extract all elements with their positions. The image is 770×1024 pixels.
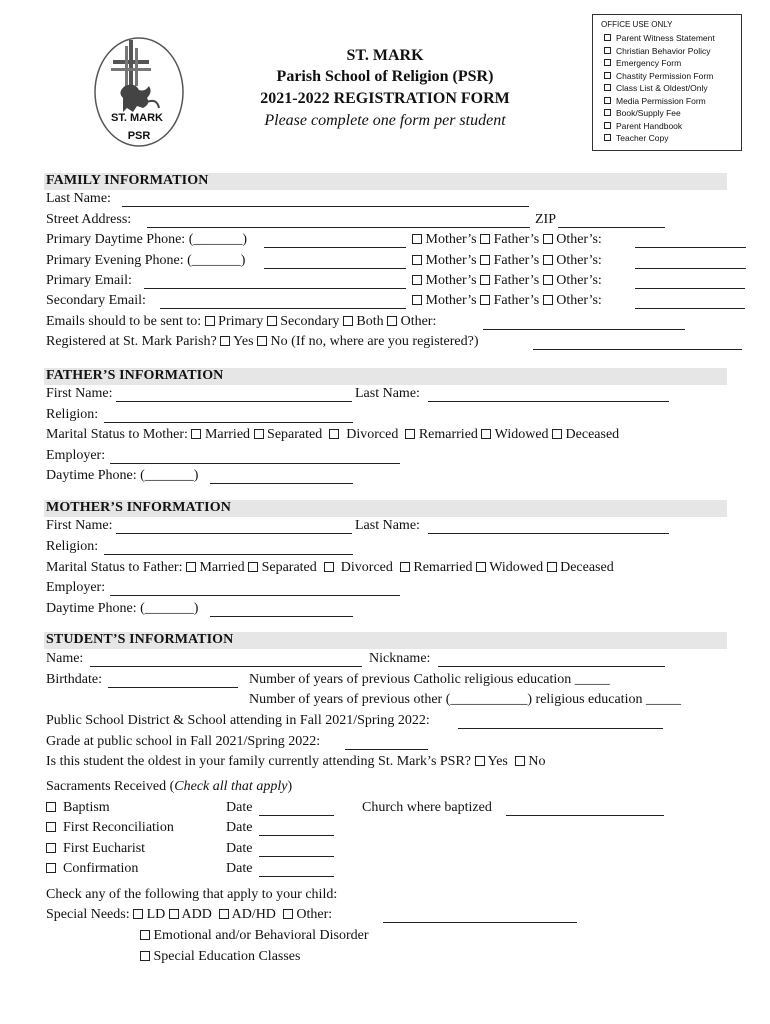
mother-employer-field[interactable] xyxy=(110,595,400,596)
checkbox[interactable] xyxy=(543,255,553,265)
last-name-label: Last Name: xyxy=(46,191,111,206)
father-religion-field[interactable] xyxy=(104,422,353,423)
mother-last-field[interactable] xyxy=(428,533,669,534)
checkbox[interactable] xyxy=(480,295,490,305)
student-section-title: STUDENT’S INFORMATION xyxy=(46,632,234,647)
checkbox[interactable] xyxy=(552,429,562,439)
last-name-field[interactable] xyxy=(122,206,529,207)
logo-text-st-mark: ST. MARK xyxy=(111,112,163,124)
primary-email-other-field[interactable] xyxy=(635,288,745,289)
special-needs-row: Special Needs: LD ADD AD/HD Other: xyxy=(46,907,333,922)
checkbox[interactable] xyxy=(191,429,201,439)
checkbox[interactable] xyxy=(412,275,422,285)
grade-label: Grade at public school in Fall 2021/Spring 2022: xyxy=(46,734,321,749)
birthdate-field[interactable] xyxy=(108,687,238,688)
emails-sent-row: Emails should to be sent to: Primary Secondary Both Other: xyxy=(46,314,437,329)
mother-last-label: Last Name: xyxy=(355,518,420,533)
program-name: Parish School of Religion (PSR) xyxy=(276,68,494,85)
eve-phone-other-field[interactable] xyxy=(635,268,746,269)
father-first-field[interactable] xyxy=(116,401,352,402)
checkbox[interactable] xyxy=(412,295,422,305)
mother-religion-field[interactable] xyxy=(104,554,353,555)
checkbox[interactable] xyxy=(412,255,422,265)
checkbox[interactable] xyxy=(604,122,611,129)
father-section-title: FATHER’S INFORMATION xyxy=(46,368,224,383)
mother-section-title: MOTHER’S INFORMATION xyxy=(46,500,231,515)
emotional-option[interactable]: Emotional and/or Behavioral Disorder xyxy=(140,928,369,944)
checkbox[interactable] xyxy=(604,34,611,41)
checkbox[interactable] xyxy=(267,316,277,326)
mother-phone-field[interactable] xyxy=(210,616,353,617)
checkbox[interactable] xyxy=(480,255,490,265)
office-item[interactable]: Christian Behavior Policy xyxy=(604,46,710,56)
checkbox[interactable] xyxy=(169,909,179,919)
father-phone-label: Daytime Phone: (_______) xyxy=(46,468,199,483)
date-label: Date xyxy=(226,820,253,835)
checkbox[interactable] xyxy=(604,97,611,104)
mother-first-field[interactable] xyxy=(116,533,352,534)
eve-phone-owner: Mother’s Father’s Other’s: xyxy=(412,253,602,269)
mother-marital-row: Marital Status to Father: Married Separated Divorced Remarried Widowed Deceased xyxy=(46,560,614,575)
checkbox[interactable] xyxy=(324,562,334,572)
date-label: Date xyxy=(226,841,253,856)
checkbox[interactable] xyxy=(543,275,553,285)
father-last-label: Last Name: xyxy=(355,386,420,401)
checkbox[interactable] xyxy=(254,429,264,439)
checkbox[interactable] xyxy=(543,295,553,305)
checkbox[interactable] xyxy=(46,802,56,812)
primary-email-field[interactable] xyxy=(144,288,406,289)
secondary-email-label: Secondary Email: xyxy=(46,293,146,308)
checkbox[interactable] xyxy=(186,562,196,572)
checkbox[interactable] xyxy=(476,562,486,572)
day-phone-other-field[interactable] xyxy=(635,247,746,248)
church-label: Church where baptized xyxy=(362,800,492,815)
checkbox[interactable] xyxy=(205,316,215,326)
mother-religion-label: Religion: xyxy=(46,539,99,554)
street-field[interactable] xyxy=(147,227,530,228)
office-item[interactable]: Chastity Permission Form xyxy=(604,71,713,81)
checkbox[interactable] xyxy=(547,562,557,572)
father-employer-field[interactable] xyxy=(110,463,400,464)
father-first-label: First Name: xyxy=(46,386,113,401)
checkbox[interactable] xyxy=(480,275,490,285)
primary-email-label: Primary Email: xyxy=(46,273,132,288)
sacraments-heading: Sacraments Received (Check all that apply) xyxy=(46,779,293,794)
student-name-field[interactable] xyxy=(90,666,362,667)
district-field[interactable] xyxy=(458,728,663,729)
emails-other-field[interactable] xyxy=(483,329,685,330)
mother-phone-label: Daytime Phone: (_______) xyxy=(46,601,199,616)
checkbox[interactable] xyxy=(343,316,353,326)
checkbox[interactable] xyxy=(248,562,258,572)
checkbox[interactable] xyxy=(283,909,293,919)
office-item[interactable]: Class List & Oldest/Only xyxy=(604,83,708,93)
school-name: ST. MARK xyxy=(346,47,424,64)
special-needs-other-field[interactable] xyxy=(383,922,577,923)
st-mark-psr-logo xyxy=(93,36,185,149)
baptism-date-field[interactable] xyxy=(259,815,334,816)
checkbox[interactable] xyxy=(405,429,415,439)
primary-email-owner: Mother’s Father’s Other’s: xyxy=(412,273,602,289)
checkbox[interactable] xyxy=(604,72,611,79)
secondary-email-other-field[interactable] xyxy=(635,308,745,309)
sacrament-reconciliation[interactable]: First Reconciliation xyxy=(46,820,174,836)
student-name-label: Name: xyxy=(46,651,84,666)
student-nickname-field[interactable] xyxy=(438,666,665,667)
day-phone-label: Primary Daytime Phone: (_______) xyxy=(46,232,248,247)
office-item[interactable]: Book/Supply Fee xyxy=(604,108,681,118)
office-use-box xyxy=(592,14,742,151)
reconciliation-date-field[interactable] xyxy=(259,835,334,836)
checkbox[interactable] xyxy=(604,47,611,54)
form-instruction: Please complete one form per student xyxy=(264,112,506,129)
checkbox[interactable] xyxy=(480,234,490,244)
zip-field[interactable] xyxy=(558,227,665,228)
checkbox[interactable] xyxy=(481,429,491,439)
street-label: Street Address: xyxy=(46,212,132,227)
date-label: Date xyxy=(226,861,253,876)
sacrament-confirmation[interactable]: Confirmation xyxy=(46,861,138,877)
checkbox[interactable] xyxy=(604,109,611,116)
logo-text-psr: PSR xyxy=(127,130,151,142)
years-catholic-label: Number of years of previous Catholic religious education _____ xyxy=(249,672,610,687)
office-item[interactable]: Parent Witness Statement xyxy=(604,33,715,43)
father-employer-label: Employer: xyxy=(46,448,106,463)
eve-phone-label: Primary Evening Phone: (_______) xyxy=(46,253,246,268)
checkbox[interactable] xyxy=(604,134,611,141)
checkbox[interactable] xyxy=(475,756,485,766)
church-field[interactable] xyxy=(506,815,664,816)
checkbox[interactable] xyxy=(604,84,611,91)
checkbox[interactable] xyxy=(220,336,230,346)
checkbox[interactable] xyxy=(46,843,56,853)
district-label: Public School District & School attending in Fall 2021/Spring 2022: xyxy=(46,713,430,728)
eve-phone-field[interactable] xyxy=(264,268,406,269)
family-section-title: FAMILY INFORMATION xyxy=(46,173,209,188)
checkbox[interactable] xyxy=(387,316,397,326)
years-other-label: Number of years of previous other (___________) religious education _____ xyxy=(249,692,681,707)
registered-where-field[interactable] xyxy=(533,349,742,350)
special-ed-option[interactable]: Special Education Classes xyxy=(140,949,300,965)
checkbox[interactable] xyxy=(257,336,267,346)
father-religion-label: Religion: xyxy=(46,407,99,422)
office-item[interactable]: Parent Handbook xyxy=(604,121,682,131)
checkbox[interactable] xyxy=(543,234,553,244)
checkbox[interactable] xyxy=(140,951,150,961)
checkbox[interactable] xyxy=(140,930,150,940)
office-item[interactable]: Teacher Copy xyxy=(604,133,668,143)
sacrament-eucharist[interactable]: First Eucharist xyxy=(46,841,145,857)
day-phone-owner: Mother’s Father’s Other’s: xyxy=(412,232,602,248)
mother-employer-label: Employer: xyxy=(46,580,106,595)
checkbox[interactable] xyxy=(329,429,339,439)
checkbox[interactable] xyxy=(46,863,56,873)
birthdate-label: Birthdate: xyxy=(46,672,102,687)
mother-first-label: First Name: xyxy=(46,518,113,533)
office-use-heading: OFFICE USE ONLY xyxy=(601,20,673,29)
check-any-label: Check any of the following that apply to your child: xyxy=(46,887,338,902)
oldest-row: Is this student the oldest in your family currently attending St. Mark’s PSR? Yes No xyxy=(46,754,546,769)
father-phone-field[interactable] xyxy=(210,483,353,484)
checkbox[interactable] xyxy=(604,59,611,66)
office-item[interactable]: Media Permission Form xyxy=(604,96,706,106)
zip-label: ZIP xyxy=(535,212,556,227)
date-label: Date xyxy=(226,800,253,815)
registered-row: Registered at St. Mark Parish? Yes No (If no, where are you registered?) xyxy=(46,334,479,349)
father-last-field[interactable] xyxy=(428,401,669,402)
secondary-email-field[interactable] xyxy=(160,308,406,309)
checkbox[interactable] xyxy=(46,822,56,832)
day-phone-field[interactable] xyxy=(264,247,406,248)
eucharist-date-field[interactable] xyxy=(259,856,334,857)
confirmation-date-field[interactable] xyxy=(259,876,334,877)
checkbox[interactable] xyxy=(400,562,410,572)
checkbox[interactable] xyxy=(133,909,143,919)
checkbox[interactable] xyxy=(515,756,525,766)
office-item[interactable]: Emergency Form xyxy=(604,58,681,68)
checkbox[interactable] xyxy=(412,234,422,244)
grade-field[interactable] xyxy=(345,749,428,750)
form-title: 2021-2022 REGISTRATION FORM xyxy=(260,90,510,107)
student-nickname-label: Nickname: xyxy=(369,651,431,666)
checkbox[interactable] xyxy=(219,909,229,919)
secondary-email-owner: Mother’s Father’s Other’s: xyxy=(412,293,602,309)
sacrament-baptism[interactable]: Baptism xyxy=(46,800,110,816)
father-marital-row: Marital Status to Mother: Married Separated Divorced Remarried Widowed Deceased xyxy=(46,427,620,442)
